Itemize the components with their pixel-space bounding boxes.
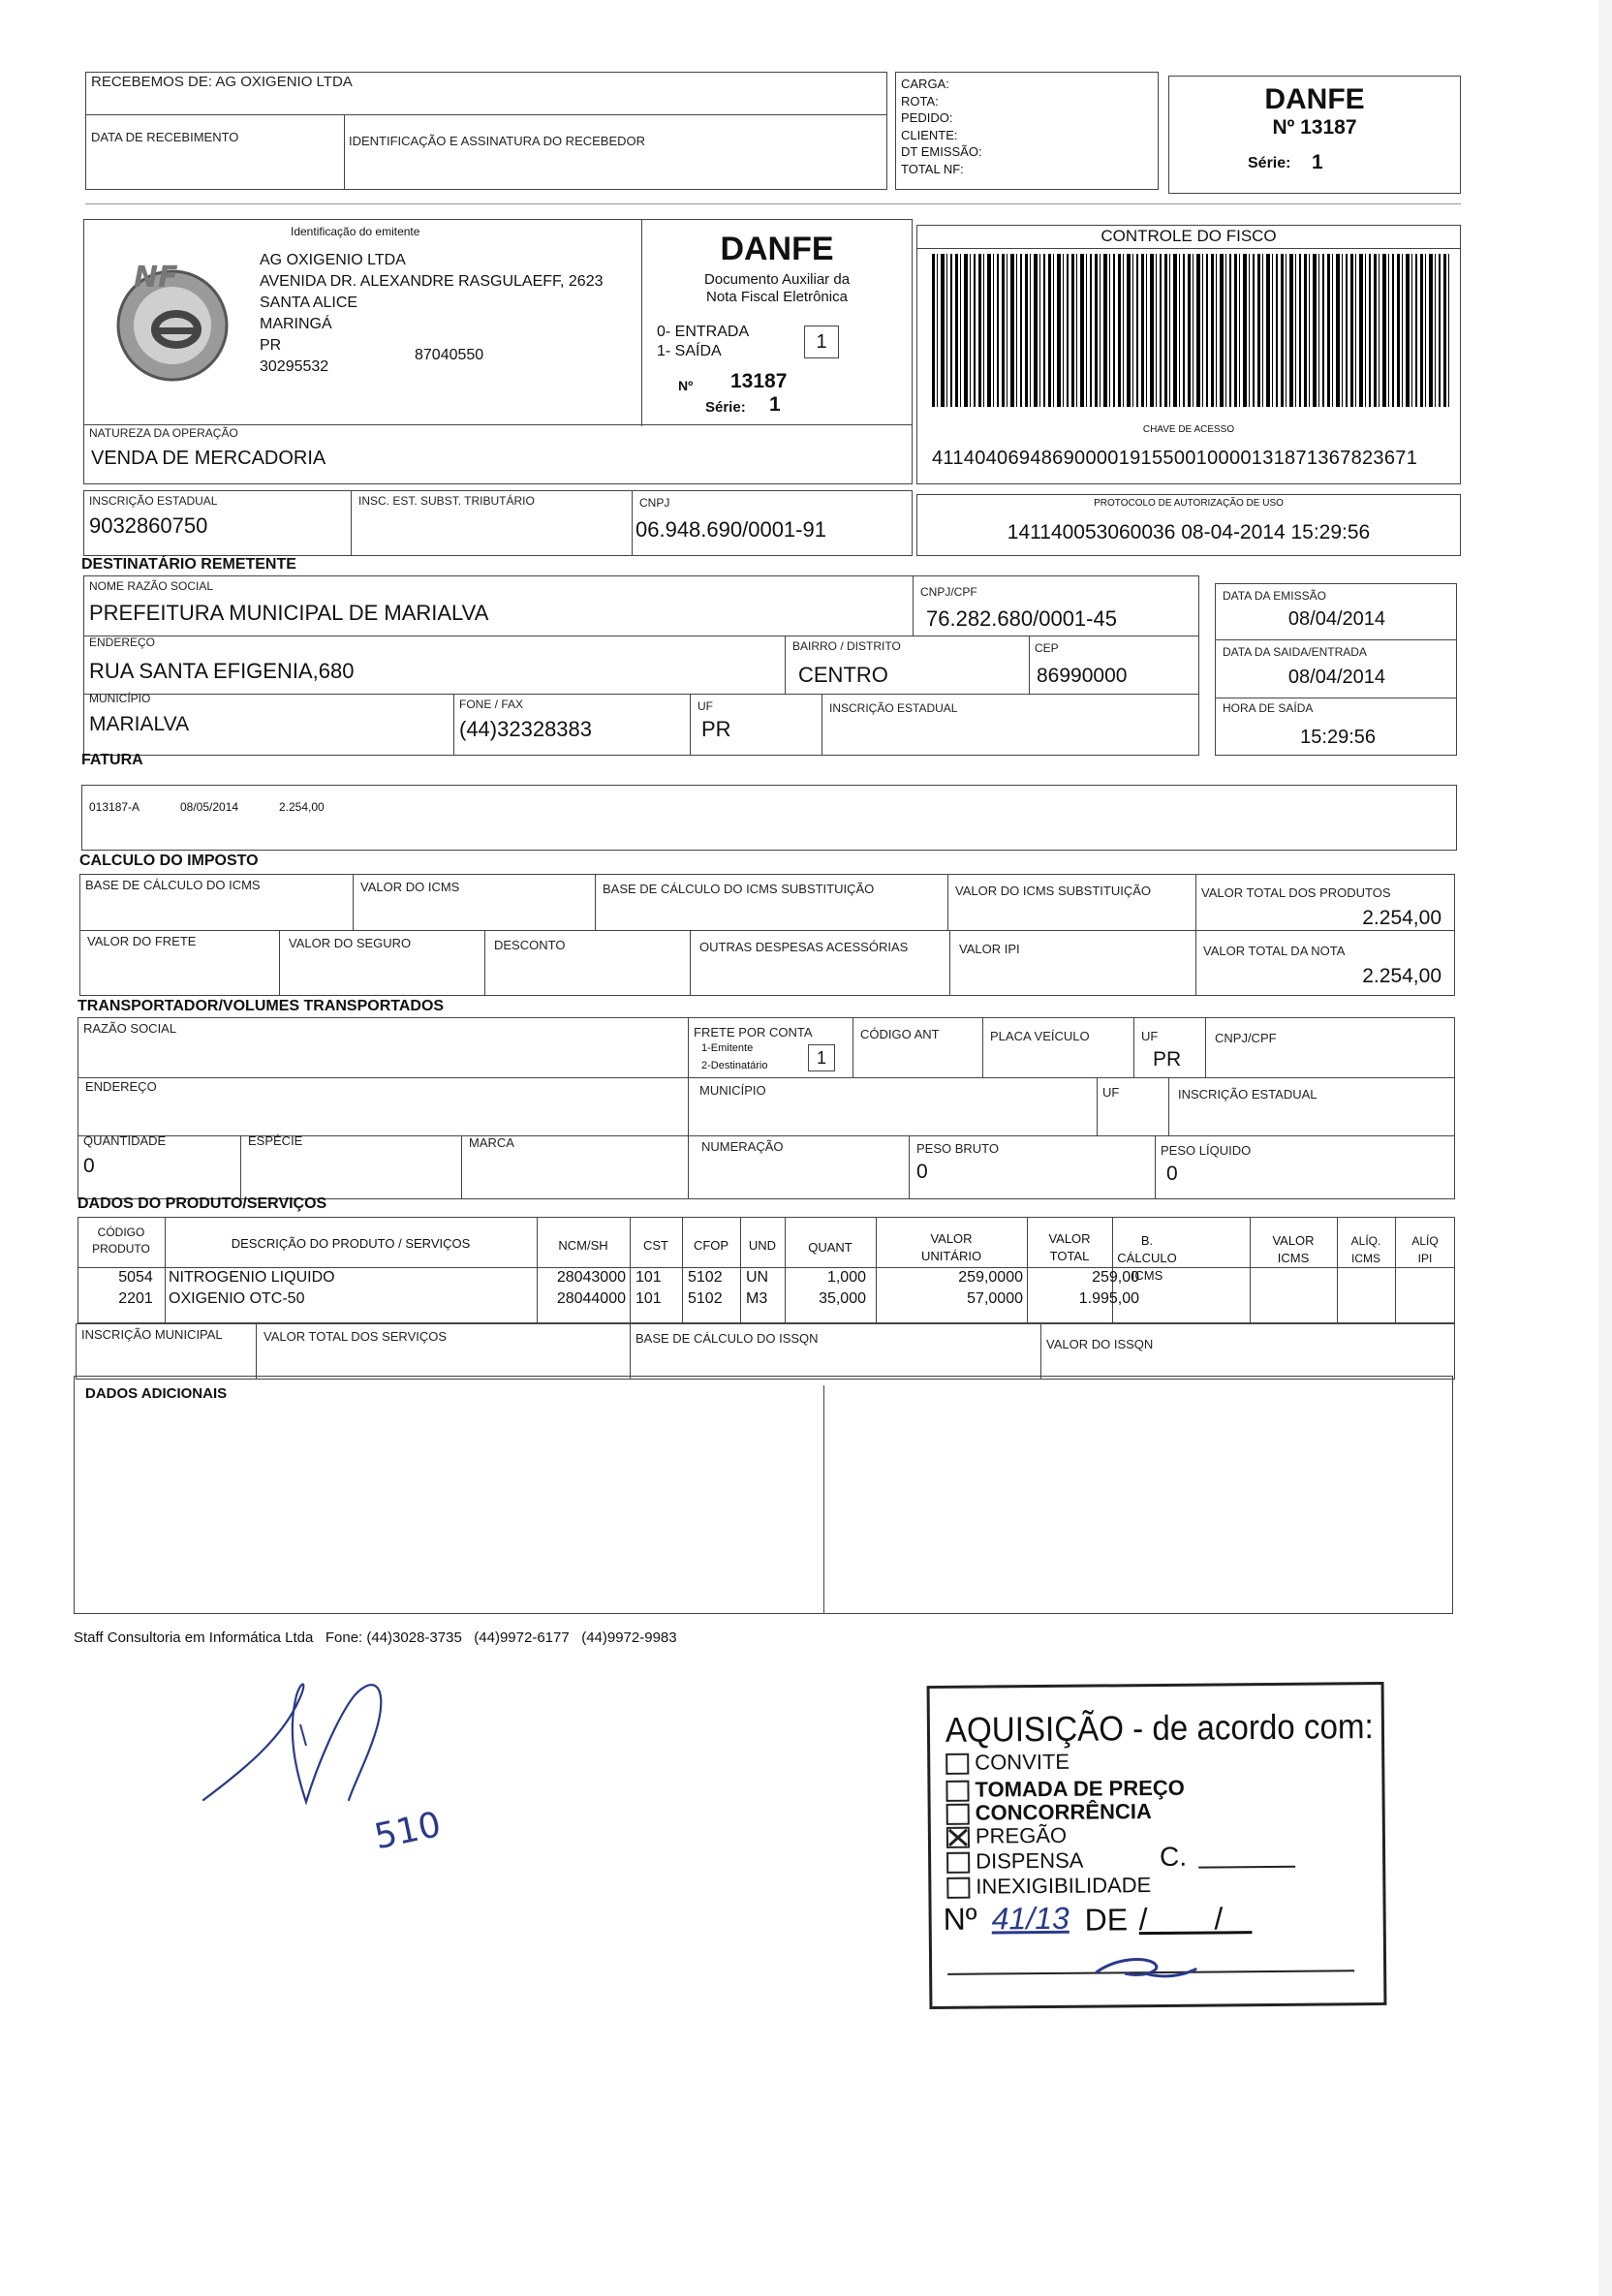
trans-peso-bruto-label: PESO BRUTO bbox=[916, 1141, 1000, 1156]
checkbox-icon bbox=[946, 1852, 970, 1874]
emitter-cep: 87040550 bbox=[415, 347, 484, 363]
checkbox-icon bbox=[946, 1877, 970, 1899]
ie-value: 9032860750 bbox=[89, 513, 208, 538]
dest-fone-label: FONE / FAX bbox=[459, 698, 524, 711]
danfe-numero: 13187 bbox=[730, 370, 788, 392]
stamp-option-label: INEXIGIBILIDADE bbox=[976, 1873, 1152, 1899]
trans-uf: PR bbox=[1153, 1048, 1182, 1070]
danfe-tipo-box bbox=[804, 326, 839, 358]
danfe-serie-label: Série: bbox=[705, 399, 746, 416]
stamp-numero: 41/13 bbox=[991, 1900, 1070, 1937]
issqn-base: BASE DE CÁLCULO DO ISSQN bbox=[636, 1331, 819, 1346]
dest-cnpj: 76.282.680/0001-45 bbox=[926, 606, 1117, 631]
chave-label: CHAVE DE ACESSO bbox=[1142, 424, 1235, 435]
prod-h-vtotal1: VALOR bbox=[1048, 1231, 1091, 1246]
prod-h-ncm: NCM/SH bbox=[558, 1238, 608, 1253]
imp-seguro: VALOR DO SEGURO bbox=[289, 936, 412, 950]
barcode bbox=[932, 254, 1449, 407]
trans-frete-2: 2-Destinatário bbox=[701, 1060, 768, 1071]
prod-h-cst: CST bbox=[643, 1238, 668, 1253]
stamp-option-inexigibilidade bbox=[946, 1873, 1151, 1900]
imp-base-st: BASE DE CÁLCULO DO ICMS SUBSTITUIÇÃO bbox=[603, 882, 875, 896]
dest-uf-label: UF bbox=[698, 699, 713, 713]
emitter-id-label: Identificação do emitente bbox=[291, 225, 420, 238]
destinatario-section: DESTINATÁRIO REMETENTE bbox=[81, 556, 296, 573]
trans-municipio: MUNICÍPIO bbox=[699, 1083, 766, 1098]
stamp-option-convite bbox=[946, 1750, 1070, 1776]
checked-checkbox-icon bbox=[946, 1827, 970, 1848]
dest-cep-label: CEP bbox=[1035, 641, 1059, 655]
stamp-signature bbox=[1087, 1950, 1203, 1990]
adicionais-section: DADOS ADICIONAIS bbox=[85, 1385, 228, 1402]
nfe-logo bbox=[101, 244, 246, 389]
transporte-section: TRANSPORTADOR/VOLUMES TRANSPORTADOS bbox=[78, 998, 445, 1014]
dest-ie-label: INSCRIÇÃO ESTADUAL bbox=[829, 701, 958, 715]
stamp-de-label: DE bbox=[1084, 1902, 1129, 1938]
receipt-numero: Nº 13187 bbox=[1272, 116, 1357, 139]
imp-desconto: DESCONTO bbox=[494, 938, 566, 952]
trans-frete-val: 1 bbox=[816, 1048, 826, 1068]
receipt-assinatura-label: IDENTIFICAÇÃO E ASSINATURA DO RECEBEDOR bbox=[349, 134, 646, 148]
footer-text: Staff Consultoria em Informática Ltda Fone: (44)3028-3735 (44)9972-6177 (44)9972-9983 bbox=[74, 1629, 677, 1646]
prod-h-quant: QUANT bbox=[808, 1240, 852, 1255]
stamp-c-line bbox=[1198, 1866, 1295, 1869]
imp-outras: OUTRAS DESPESAS ACESSÓRIAS bbox=[699, 940, 909, 954]
row1-codigo: 5054 bbox=[118, 1269, 153, 1286]
trans-especie: ESPÉCIE bbox=[248, 1133, 303, 1148]
dest-hora-label: HORA DE SAÍDA bbox=[1223, 701, 1314, 715]
row1-vtotal: 259,00 bbox=[1092, 1269, 1139, 1286]
trans-numeracao: NUMERAÇÃO bbox=[701, 1139, 784, 1154]
natureza-label: NATUREZA DA OPERAÇÃO bbox=[89, 426, 238, 440]
receipt-info-carga: CARGA: bbox=[901, 77, 949, 91]
trans-frete-1: 1-Emitente bbox=[701, 1042, 754, 1054]
prod-h-aliqipi bbox=[1395, 1232, 1455, 1267]
imp-total-produtos: 2.254,00 bbox=[1362, 907, 1442, 929]
trans-uf-label: UF bbox=[1141, 1029, 1159, 1043]
stamp-c-label: C. bbox=[1159, 1841, 1188, 1872]
receipt-serie: 1 bbox=[1312, 151, 1323, 173]
row2-und: M3 bbox=[746, 1290, 768, 1307]
emitter-state: PR bbox=[260, 337, 282, 354]
row2-quant: 35,000 bbox=[819, 1290, 866, 1307]
svg-text:NF: NF bbox=[134, 261, 178, 295]
emitter-name: AG OXIGENIO LTDA bbox=[260, 252, 406, 268]
receipt-info-emissao: DT EMISSÃO: bbox=[901, 144, 982, 159]
receipt-data-label: DATA DE RECEBIMENTO bbox=[91, 130, 239, 144]
issqn-valor: VALOR DO ISSQN bbox=[1046, 1337, 1154, 1351]
stamp-option-label: PREGÃO bbox=[975, 1822, 1068, 1848]
dest-nome: PREFEITURA MUNICIPAL DE MARIALVA bbox=[89, 601, 489, 625]
danfe-entrada: 0- ENTRADA bbox=[657, 324, 750, 340]
prod-h-vunit1: VALOR bbox=[930, 1231, 973, 1246]
dest-endereco: RUA SANTA EFIGENIA,680 bbox=[89, 659, 355, 683]
handwritten-signature bbox=[184, 1657, 475, 1860]
danfe-num-label: Nº bbox=[678, 378, 694, 393]
prod-h-vtotal bbox=[1027, 1230, 1112, 1265]
stamp-option-label: TOMADA DE PREÇO bbox=[975, 1775, 1185, 1802]
stamp-option-dispensa bbox=[946, 1848, 1083, 1875]
imp-ipi: VALOR IPI bbox=[959, 942, 1020, 956]
stamp-option-concorrencia bbox=[946, 1799, 1152, 1826]
cnpj-label: CNPJ bbox=[639, 496, 670, 510]
cut-line bbox=[85, 203, 1461, 204]
prod-h-aliqipi2: IPI bbox=[1417, 1252, 1433, 1265]
dest-emissao: 08/04/2014 bbox=[1287, 608, 1385, 630]
fatura-numero: 013187-A bbox=[89, 800, 140, 814]
danfe-sub1: Documento Auxiliar da bbox=[703, 271, 851, 288]
stamp-option-label: CONVITE bbox=[975, 1749, 1070, 1775]
issqn-im: INSCRIÇÃO MUNICIPAL bbox=[81, 1327, 223, 1342]
row2-descricao: OXIGENIO OTC-50 bbox=[169, 1290, 305, 1307]
receipt-info bbox=[901, 76, 982, 177]
imp-valor-st: VALOR DO ICMS SUBSTITUIÇÃO bbox=[955, 884, 1152, 898]
receipt-serie-label: Série: bbox=[1248, 155, 1291, 171]
emitter-city: MARINGÁ bbox=[260, 316, 332, 332]
prod-h-descricao: DESCRIÇÃO DO PRODUTO / SERVIÇOS bbox=[231, 1236, 471, 1251]
row2-codigo: 2201 bbox=[118, 1290, 153, 1307]
row1-quant: 1,000 bbox=[826, 1269, 866, 1286]
receipt-recebemos: RECEBEMOS DE: AG OXIGENIO LTDA bbox=[91, 74, 353, 90]
trans-cnpj: CNPJ/CPF bbox=[1215, 1031, 1277, 1045]
trans-endereco: ENDEREÇO bbox=[85, 1079, 157, 1094]
row2-ncm: 28044000 bbox=[556, 1290, 626, 1307]
row1-und: UN bbox=[746, 1269, 769, 1286]
stamp-option-pregao bbox=[946, 1823, 1067, 1849]
prod-h-cfop: CFOP bbox=[693, 1238, 729, 1253]
trans-marca: MARCA bbox=[469, 1135, 514, 1150]
dest-nome-label: NOME RAZÃO SOCIAL bbox=[89, 579, 214, 593]
row1-cfop: 5102 bbox=[688, 1269, 723, 1286]
stamp-numero-label: Nº bbox=[943, 1901, 977, 1937]
signature-number: 510 bbox=[370, 1804, 445, 1858]
trans-frete-box bbox=[808, 1044, 835, 1071]
stamp-option-label: CONCORRÊNCIA bbox=[975, 1799, 1152, 1825]
row2-cst: 101 bbox=[636, 1290, 662, 1307]
stamp-date-blank: / / bbox=[1138, 1901, 1253, 1938]
chave-value: 41140406948690000191550010000131871367823671 bbox=[932, 448, 1418, 469]
row2-cfop: 5102 bbox=[688, 1290, 723, 1307]
row1-descricao: NITROGENIO LIQUIDO bbox=[169, 1269, 335, 1286]
emitter-district: SANTA ALICE bbox=[260, 295, 358, 311]
receipt-danfe-title: DANFE bbox=[1264, 83, 1365, 115]
prod-h-und: UND bbox=[748, 1238, 777, 1253]
imposto-section: CALCULO DO IMPOSTO bbox=[79, 853, 259, 869]
produtos-section: DADOS DO PRODUTO/SERVIÇOS bbox=[78, 1195, 327, 1212]
prod-h-codigo1: CÓDIGO bbox=[97, 1226, 145, 1239]
imp-frete: VALOR DO FRETE bbox=[87, 934, 197, 948]
prod-h-vtotal2: TOTAL bbox=[1049, 1249, 1090, 1263]
dest-uf: PR bbox=[701, 717, 731, 741]
issqn-servicos: VALOR TOTAL DOS SERVIÇOS bbox=[264, 1329, 448, 1344]
trans-placa: PLACA VEÍCULO bbox=[990, 1029, 1090, 1043]
dest-municipio-label: MUNICÍPIO bbox=[89, 692, 151, 705]
dest-municipio: MARIALVA bbox=[89, 713, 190, 735]
prod-h-bcalc2: ICMS bbox=[1131, 1268, 1163, 1283]
row2-vtotal: 1.995,00 bbox=[1078, 1290, 1139, 1307]
prod-h-vicms1: VALOR bbox=[1272, 1233, 1315, 1248]
emitter-phone: 30295532 bbox=[260, 358, 329, 375]
stamp-option-label: DISPENSA bbox=[976, 1847, 1084, 1874]
adicionais-box bbox=[74, 1376, 1453, 1614]
imp-base-icms: BASE DE CÁLCULO DO ICMS bbox=[85, 878, 261, 892]
dest-cnpj-label: CNPJ/CPF bbox=[920, 585, 977, 599]
checkbox-icon bbox=[946, 1804, 970, 1825]
danfe-saida: 1- SAÍDA bbox=[657, 343, 722, 359]
fatura-vencimento: 08/05/2014 bbox=[180, 800, 239, 814]
receipt-info-rota: ROTA: bbox=[901, 93, 939, 109]
dest-cep: 86990000 bbox=[1037, 665, 1128, 687]
prod-h-vunit2: UNITÁRIO bbox=[920, 1249, 982, 1263]
emitter-address: AVENIDA DR. ALEXANDRE RASGULAEFF, 2623 bbox=[260, 273, 604, 290]
checkbox-icon bbox=[946, 1753, 969, 1775]
prod-h-codigo bbox=[78, 1225, 165, 1257]
receipt-info-total: TOTAL NF: bbox=[901, 161, 964, 176]
prod-h-codigo2: PRODUTO bbox=[92, 1242, 150, 1256]
trans-peso-liquido: 0 bbox=[1166, 1163, 1178, 1185]
dest-bairro: CENTRO bbox=[798, 663, 888, 687]
prod-h-vunit bbox=[876, 1230, 1027, 1265]
dest-emissao-label: DATA DA EMISSÃO bbox=[1223, 589, 1326, 603]
dest-hora: 15:29:56 bbox=[1300, 727, 1376, 748]
fisco-controle: CONTROLE DO FISCO bbox=[1100, 227, 1277, 245]
trans-peso-liquido-label: PESO LÍQUIDO bbox=[1161, 1143, 1252, 1158]
stamp-title: AQUISIÇÃO - de acordo com: bbox=[945, 1706, 1374, 1750]
trans-uf2: UF bbox=[1102, 1085, 1120, 1100]
row2-vunit: 57,0000 bbox=[967, 1290, 1023, 1307]
receipt-info-cliente: CLIENTE: bbox=[901, 127, 958, 142]
trans-ie: INSCRIÇÃO ESTADUAL bbox=[1178, 1087, 1318, 1101]
danfe-serie: 1 bbox=[769, 393, 781, 416]
receipt-info-pedido: PEDIDO: bbox=[901, 110, 953, 125]
prod-h-aliq1: ALÍQ. bbox=[1350, 1234, 1381, 1248]
danfe-sub2: Nota Fiscal Eletrônica bbox=[706, 289, 848, 305]
prod-h-vicms bbox=[1250, 1232, 1337, 1267]
protocolo-value: 141140053060036 08-04-2014 15:29:56 bbox=[1007, 521, 1371, 543]
danfe-title: DANFE bbox=[720, 231, 834, 267]
table-row bbox=[78, 1290, 1455, 1314]
dest-saida: 08/04/2014 bbox=[1287, 667, 1385, 688]
trans-razao: RAZÃO SOCIAL bbox=[83, 1021, 177, 1036]
prod-h-vicms2: ICMS bbox=[1277, 1251, 1310, 1265]
dest-saida-label: DATA DA SAIDA/ENTRADA bbox=[1223, 645, 1367, 659]
iest-label: INSC. EST. SUBST. TRIBUTÁRIO bbox=[358, 494, 535, 508]
row1-cst: 101 bbox=[636, 1269, 662, 1286]
trans-frete-label: FRETE POR CONTA bbox=[694, 1025, 813, 1039]
ie-label: INSCRIÇÃO ESTADUAL bbox=[89, 494, 218, 508]
row1-ncm: 28043000 bbox=[556, 1269, 626, 1286]
prod-h-bcalc1: B. CÁLCULO bbox=[1117, 1233, 1177, 1265]
cnpj-value: 06.948.690/0001-91 bbox=[636, 517, 826, 542]
fatura-valor: 2.254,00 bbox=[279, 800, 325, 814]
table-row bbox=[78, 1269, 1455, 1292]
dest-fone: (44)32328383 bbox=[459, 717, 593, 741]
prod-h-aliq2: ICMS bbox=[1351, 1252, 1380, 1265]
trans-peso-bruto: 0 bbox=[916, 1161, 928, 1183]
trans-quantidade-label: QUANTIDADE bbox=[83, 1133, 167, 1148]
protocolo-label: PROTOCOLO DE AUTORIZAÇÃO DE USO bbox=[1094, 498, 1284, 509]
aquisicao-stamp bbox=[927, 1682, 1387, 2009]
imp-total-produtos-label: VALOR TOTAL DOS PRODUTOS bbox=[1201, 885, 1391, 900]
trans-codigo-ant: CÓDIGO ANT bbox=[860, 1027, 940, 1041]
dest-bairro-label: BAIRRO / DISTRITO bbox=[792, 639, 901, 653]
fatura-section: FATURA bbox=[81, 752, 143, 768]
checkbox-icon bbox=[946, 1781, 969, 1802]
natureza-value: VENDA DE MERCADORIA bbox=[91, 448, 326, 469]
danfe-tipo: 1 bbox=[816, 331, 827, 353]
prod-h-aliqipi1: ALÍQ bbox=[1411, 1234, 1439, 1248]
trans-quantidade: 0 bbox=[83, 1155, 95, 1177]
imp-valor-icms: VALOR DO ICMS bbox=[360, 880, 460, 894]
dest-endereco-label: ENDEREÇO bbox=[89, 636, 156, 649]
imp-total-nota-label: VALOR TOTAL DA NOTA bbox=[1203, 944, 1346, 958]
prod-h-aliq bbox=[1337, 1232, 1395, 1267]
row1-vunit: 259,0000 bbox=[958, 1269, 1023, 1286]
fatura-box bbox=[81, 785, 1457, 851]
imp-total-nota: 2.254,00 bbox=[1362, 965, 1442, 987]
